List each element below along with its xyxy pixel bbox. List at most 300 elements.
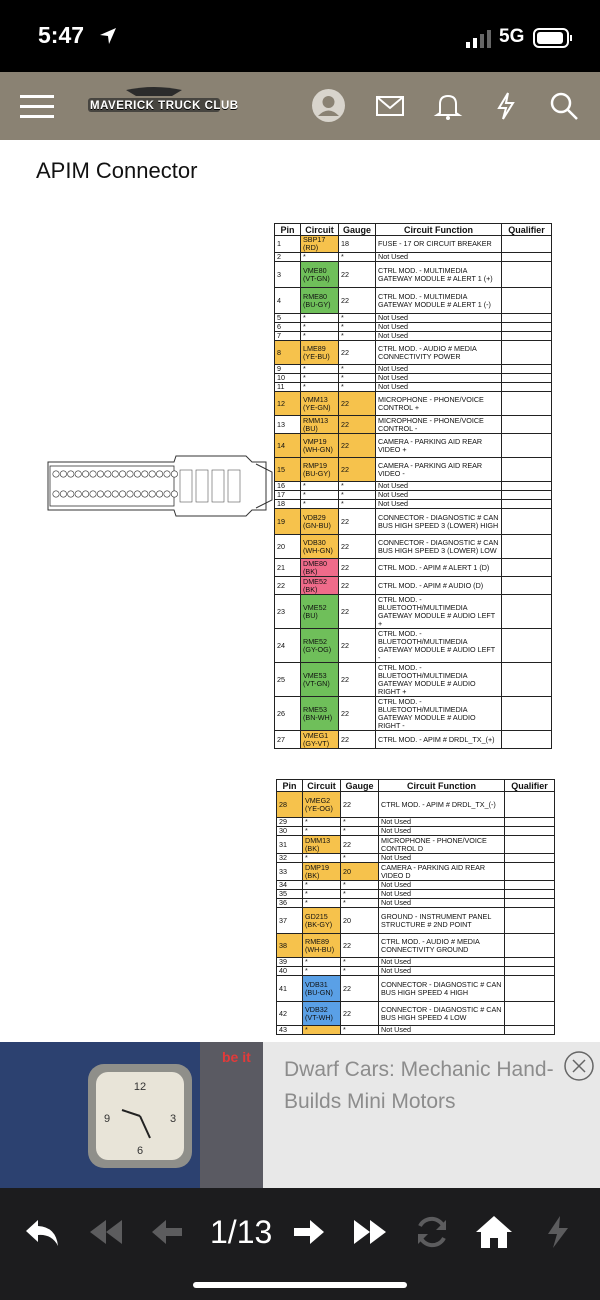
ad-title[interactable]: Dwarf Cars: Mechanic Hand-Builds Mini Motors: [284, 1058, 554, 1113]
qualifier-cell: [502, 374, 552, 383]
function-cell: Not Used: [379, 958, 505, 967]
connector-pin: [60, 491, 66, 497]
table-row: [275, 262, 552, 288]
ad-brand: be it: [222, 1049, 251, 1065]
function-cell: Not Used: [379, 967, 505, 976]
gauge-cell: *: [339, 323, 376, 332]
circuit-cell: *: [303, 899, 341, 908]
qualifier-cell: [502, 491, 552, 500]
connector-pin: [127, 471, 133, 477]
gauge-cell: *: [339, 482, 376, 491]
pin-cell: 30: [277, 827, 303, 836]
pin-cell: 20: [275, 535, 301, 559]
table-row: [275, 731, 552, 749]
qualifier-cell: [502, 595, 552, 629]
gauge-cell: 22: [341, 934, 379, 958]
pin-cell: 7: [275, 332, 301, 341]
table-row: [277, 863, 555, 881]
gauge-cell: *: [339, 253, 376, 262]
circuit-cell: *: [301, 482, 339, 491]
table-row: [275, 314, 552, 323]
gauge-cell: 22: [339, 629, 376, 663]
pin-cell: 29: [277, 818, 303, 827]
gauge-cell: *: [341, 827, 379, 836]
avatar[interactable]: [312, 89, 345, 122]
gauge-cell: *: [341, 1026, 379, 1035]
table-row: [277, 908, 555, 934]
table-row: [275, 509, 552, 535]
location-arrow-icon: [98, 26, 118, 46]
gauge-cell: 22: [339, 535, 376, 559]
function-cell: CTRL MOD. - BLUETOOTH/MULTIMEDIA GATEWAY MODULE # AUDIO RIGHT +: [376, 663, 502, 697]
gauge-cell: *: [339, 500, 376, 509]
connector-diagram: [46, 452, 274, 520]
qualifier-cell: [505, 1026, 555, 1035]
pin-cell: 2: [275, 253, 301, 262]
qualifier-cell: [502, 341, 552, 365]
gauge-cell: *: [339, 365, 376, 374]
function-cell: MICROPHONE - PHONE/VOICE CONTROL D: [379, 836, 505, 854]
gauge-cell: 22: [341, 1002, 379, 1026]
gauge-cell: 22: [339, 731, 376, 749]
header-circuit: Circuit: [301, 224, 339, 236]
qualifier-cell: [502, 663, 552, 697]
circuit-cell: DMP19 (BK): [303, 863, 341, 881]
pin-cell: 28: [277, 792, 303, 818]
pin-cell: 16: [275, 482, 301, 491]
circuit-cell: VMP19 (WH-GN): [301, 434, 339, 458]
qualifier-cell: [502, 697, 552, 731]
search-icon[interactable]: [546, 88, 582, 124]
circuit-cell: *: [303, 827, 341, 836]
table-row: [275, 383, 552, 392]
pin-cell: 9: [275, 365, 301, 374]
circuit-cell: DME80 (BK): [301, 559, 339, 577]
circuit-cell: VDB31 (BU-GN): [303, 976, 341, 1002]
refresh-icon[interactable]: [412, 1212, 452, 1252]
first-page-icon[interactable]: [86, 1212, 126, 1252]
connector-pin: [164, 471, 170, 477]
pin-cell: 15: [275, 458, 301, 482]
gauge-cell: *: [341, 899, 379, 908]
function-cell: MICROPHONE - PHONE/VOICE CONTROL -: [376, 416, 502, 434]
table-row: [275, 416, 552, 434]
connector-pin: [105, 471, 111, 477]
connector-pin: [97, 471, 103, 477]
connector-pin: [119, 491, 125, 497]
header-qualifier: Qualifier: [502, 224, 552, 236]
user-icon: [312, 89, 345, 122]
table-row: [277, 818, 555, 827]
function-cell: CTRL MOD. - BLUETOOTH/MULTIMEDIA GATEWAY MODULE # AUDIO RIGHT -: [376, 697, 502, 731]
qualifier-cell: [502, 323, 552, 332]
table-row: [277, 1002, 555, 1026]
table-row: [277, 854, 555, 863]
menu-icon[interactable]: [20, 88, 56, 124]
signal-icon: [466, 30, 492, 48]
pin-cell: 14: [275, 434, 301, 458]
pin-cell: 12: [275, 392, 301, 416]
function-cell: Not Used: [376, 365, 502, 374]
qualifier-cell: [505, 863, 555, 881]
qualifier-cell: [502, 236, 552, 253]
connector-pin: [82, 491, 88, 497]
circuit-cell: *: [301, 365, 339, 374]
connector-pin: [90, 491, 96, 497]
table-row: [275, 595, 552, 629]
qualifier-cell: [502, 509, 552, 535]
previous-page-icon[interactable]: [148, 1212, 188, 1252]
lightning-icon[interactable]: [488, 88, 524, 124]
connector-pin: [164, 491, 170, 497]
circuit-cell: VDB32 (VT-WH): [303, 1002, 341, 1026]
header-gauge: Gauge: [339, 224, 376, 236]
function-cell: CONNECTOR - DIAGNOSTIC # CAN BUS HIGH SPEED 3 (LOWER) HIGH: [376, 509, 502, 535]
table-row: [277, 881, 555, 890]
qualifier-cell: [505, 792, 555, 818]
circuit-cell: *: [301, 374, 339, 383]
table-row: [275, 288, 552, 314]
gauge-cell: *: [341, 958, 379, 967]
qualifier-cell: [502, 383, 552, 392]
table-row: [277, 899, 555, 908]
table-row: [277, 836, 555, 854]
gauge-cell: 22: [339, 595, 376, 629]
header-circuit-function: Circuit Function: [376, 224, 502, 236]
circuit-cell: SBP17 (RD): [301, 236, 339, 253]
circuit-cell: *: [301, 383, 339, 392]
page-title: APIM Connector: [36, 158, 198, 183]
gauge-cell: *: [339, 383, 376, 392]
gauge-cell: 22: [339, 434, 376, 458]
qualifier-cell: [505, 854, 555, 863]
circuit-cell: *: [301, 323, 339, 332]
gauge-cell: 22: [339, 663, 376, 697]
pin-cell: 8: [275, 341, 301, 365]
connector-pin: [127, 491, 133, 497]
function-cell: CTRL MOD. - APIM # ALERT 1 (D): [376, 559, 502, 577]
pin-cell: 43: [277, 1026, 303, 1035]
table-row: [277, 967, 555, 976]
qualifier-cell: [505, 827, 555, 836]
circuit-cell: *: [301, 314, 339, 323]
table-row: [275, 491, 552, 500]
gauge-cell: 22: [341, 836, 379, 854]
qualifier-cell: [502, 629, 552, 663]
header-circuit-function: Circuit Function: [379, 780, 505, 792]
connector-pin: [105, 491, 111, 497]
connector-pin: [156, 471, 162, 477]
table-row: [277, 1026, 555, 1035]
gauge-cell: 22: [339, 577, 376, 595]
header-gauge: Gauge: [341, 780, 379, 792]
table-row: [275, 535, 552, 559]
function-cell: Not Used: [379, 899, 505, 908]
gauge-cell: 22: [339, 416, 376, 434]
pin-cell: 35: [277, 890, 303, 899]
pin-cell: 23: [275, 595, 301, 629]
close-icon[interactable]: [563, 1050, 595, 1082]
gauge-cell: 22: [339, 697, 376, 731]
pin-cell: 18: [275, 500, 301, 509]
circuit-cell: VME52 (BU): [301, 595, 339, 629]
function-cell: Not Used: [376, 491, 502, 500]
function-cell: Not Used: [376, 314, 502, 323]
connector-pin: [53, 491, 59, 497]
table-row: [277, 976, 555, 1002]
gauge-cell: *: [339, 491, 376, 500]
circuit-cell: *: [301, 500, 339, 509]
function-cell: CONNECTOR - DIAGNOSTIC # CAN BUS HIGH SPEED 4 HIGH: [379, 976, 505, 1002]
table-row: [275, 559, 552, 577]
function-cell: CAMERA - PARKING AID REAR VIDEO -: [376, 458, 502, 482]
gauge-cell: *: [341, 967, 379, 976]
qualifier-cell: [502, 482, 552, 491]
bottom-toolbar: [0, 1188, 600, 1300]
function-cell: CAMERA - PARKING AID REAR VIDEO D: [379, 863, 505, 881]
qualifier-cell: [502, 731, 552, 749]
pin-cell: 32: [277, 854, 303, 863]
table-row: [275, 332, 552, 341]
qualifier-cell: [502, 365, 552, 374]
qualifier-cell: [505, 958, 555, 967]
gauge-cell: *: [341, 890, 379, 899]
function-cell: GROUND - INSTRUMENT PANEL STRUCTURE # 2ND POINT: [379, 908, 505, 934]
status-bar: [0, 0, 600, 72]
function-cell: CONNECTOR - DIAGNOSTIC # CAN BUS HIGH SPEED 3 (LOWER) LOW: [376, 535, 502, 559]
ad-thumbnail[interactable]: [0, 1042, 263, 1188]
mail-icon[interactable]: [372, 88, 408, 124]
header-circuit: Circuit: [303, 780, 341, 792]
circuit-cell: *: [301, 253, 339, 262]
connector-pin: [149, 491, 155, 497]
function-cell: Not Used: [376, 332, 502, 341]
gauge-cell: 22: [339, 262, 376, 288]
home-icon[interactable]: [474, 1212, 514, 1252]
function-cell: Not Used: [376, 482, 502, 491]
function-cell: Not Used: [379, 881, 505, 890]
connector-pin: [119, 471, 125, 477]
qualifier-cell: [505, 976, 555, 1002]
post-content: [0, 140, 600, 1042]
function-cell: Not Used: [376, 253, 502, 262]
table-row: [275, 434, 552, 458]
connector-pin: [134, 471, 140, 477]
circuit-cell: RME89 (WH-BU): [303, 934, 341, 958]
pin-cell: 19: [275, 509, 301, 535]
pin-cell: 42: [277, 1002, 303, 1026]
circuit-cell: *: [303, 881, 341, 890]
function-cell: CAMERA - PARKING AID REAR VIDEO +: [376, 434, 502, 458]
pin-cell: 1: [275, 236, 301, 253]
qualifier-cell: [502, 458, 552, 482]
function-cell: CTRL MOD. - APIM # DRDL_TX_(-): [379, 792, 505, 818]
table-row: [275, 629, 552, 663]
qualifier-cell: [502, 314, 552, 323]
pin-cell: 17: [275, 491, 301, 500]
function-cell: Not Used: [379, 890, 505, 899]
table-row: [277, 934, 555, 958]
pin-cell: 37: [277, 908, 303, 934]
pin-cell: 3: [275, 262, 301, 288]
qualifier-cell: [502, 577, 552, 595]
function-cell: CTRL MOD. - APIM # DRDL_TX_(+): [376, 731, 502, 749]
circuit-cell: VME53 (VT-GN): [301, 663, 339, 697]
qualifier-cell: [505, 1002, 555, 1026]
connector-pin: [142, 471, 148, 477]
table-row: [277, 958, 555, 967]
qualifier-cell: [502, 416, 552, 434]
function-cell: Not Used: [379, 827, 505, 836]
circuit-cell: RME53 (BN-WH): [301, 697, 339, 731]
pinout-table-1: [274, 223, 552, 749]
pin-cell: 21: [275, 559, 301, 577]
pin-cell: 10: [275, 374, 301, 383]
gauge-cell: 22: [339, 458, 376, 482]
page-indicator: 1/13: [210, 1214, 273, 1250]
ad-banner[interactable]: [0, 1042, 600, 1188]
table-row: [275, 392, 552, 416]
last-page-icon[interactable]: [350, 1212, 390, 1252]
circuit-cell: *: [303, 890, 341, 899]
connector-pin: [68, 471, 74, 477]
qualifier-cell: [502, 500, 552, 509]
qualifier-cell: [502, 392, 552, 416]
qualifier-cell: [505, 899, 555, 908]
connector-pin: [90, 471, 96, 477]
qualifier-cell: [502, 559, 552, 577]
header-pin: Pin: [277, 780, 303, 792]
pinout-table-2: [276, 779, 555, 1035]
pin-cell: 34: [277, 881, 303, 890]
qualifier-cell: [505, 818, 555, 827]
table-row: [275, 577, 552, 595]
function-cell: Not Used: [379, 818, 505, 827]
pin-cell: 27: [275, 731, 301, 749]
table-row: [275, 482, 552, 491]
function-cell: CTRL MOD. - BLUETOOTH/MULTIMEDIA GATEWAY MODULE # AUDIO LEFT +: [376, 595, 502, 629]
svg-text:6: 6: [136, 1145, 144, 1157]
gauge-cell: 22: [339, 341, 376, 365]
gauge-cell: 22: [339, 559, 376, 577]
connector-pin: [112, 491, 118, 497]
pin-cell: 40: [277, 967, 303, 976]
header-qualifier: Qualifier: [505, 780, 555, 792]
circuit-cell: VMEG2 (YE-OG): [303, 792, 341, 818]
table-row: [277, 792, 555, 818]
pin-cell: 38: [277, 934, 303, 958]
qualifier-cell: [505, 881, 555, 890]
pin-cell: 26: [275, 697, 301, 731]
table-row: [277, 890, 555, 899]
connector-pin: [53, 471, 59, 477]
next-page-icon[interactable]: [288, 1212, 328, 1252]
connector-pin: [149, 471, 155, 477]
function-cell: MICROPHONE - PHONE/VOICE CONTROL +: [376, 392, 502, 416]
battery-icon: [533, 28, 573, 48]
function-cell: CTRL MOD. - BLUETOOTH/MULTIMEDIA GATEWAY MODULE # AUDIO LEFT -: [376, 629, 502, 663]
status-time: 5:47: [38, 22, 85, 48]
gauge-cell: 20: [341, 863, 379, 881]
gauge-cell: *: [341, 854, 379, 863]
qualifier-cell: [502, 434, 552, 458]
qualifier-cell: [505, 836, 555, 854]
function-cell: CTRL MOD. - APIM # AUDIO (D): [376, 577, 502, 595]
bell-icon[interactable]: [430, 88, 466, 124]
circuit-cell: VDB29 (GN-BU): [301, 509, 339, 535]
connector-pin: [60, 471, 66, 477]
circuit-cell: LME89 (YE-BU): [301, 341, 339, 365]
function-cell: Not Used: [376, 323, 502, 332]
connector-pin: [75, 491, 81, 497]
function-cell: Not Used: [379, 854, 505, 863]
gauge-cell: *: [341, 818, 379, 827]
home-indicator[interactable]: [193, 1282, 407, 1288]
svg-text:9: 9: [104, 1113, 111, 1125]
circuit-cell: *: [303, 967, 341, 976]
qualifier-cell: [502, 262, 552, 288]
pin-cell: 4: [275, 288, 301, 314]
function-cell: CTRL MOD. - MULTIMEDIA GATEWAY MODULE # ALERT 1 (+): [376, 262, 502, 288]
lightning-icon[interactable]: [538, 1212, 578, 1252]
pin-cell: 39: [277, 958, 303, 967]
connector-pin: [97, 491, 103, 497]
qualifier-cell: [505, 934, 555, 958]
pin-cell: 31: [277, 836, 303, 854]
pin-cell: 24: [275, 629, 301, 663]
pin-cell: 41: [277, 976, 303, 1002]
gauge-cell: *: [341, 881, 379, 890]
gauge-cell: 18: [339, 236, 376, 253]
circuit-cell: RMP19 (BU-GY): [301, 458, 339, 482]
pin-cell: 11: [275, 383, 301, 392]
connector-pin: [82, 471, 88, 477]
table-row: [275, 458, 552, 482]
pin-cell: 22: [275, 577, 301, 595]
qualifier-cell: [505, 908, 555, 934]
pin-cell: 33: [277, 863, 303, 881]
circuit-cell: VDB30 (WH-GN): [301, 535, 339, 559]
qualifier-cell: [502, 332, 552, 341]
svg-text:3: 3: [170, 1113, 177, 1125]
gauge-cell: *: [339, 314, 376, 323]
pin-cell: 6: [275, 323, 301, 332]
table-row: [275, 341, 552, 365]
table-row: [275, 697, 552, 731]
circuit-cell: VME80 (VT-GN): [301, 262, 339, 288]
pin-cell: 25: [275, 663, 301, 697]
connector-pin: [171, 471, 177, 477]
table-row: [275, 500, 552, 509]
connector-pin: [112, 471, 118, 477]
qualifier-cell: [505, 967, 555, 976]
circuit-cell: GD215 (BK-GY): [303, 908, 341, 934]
circuit-cell: *: [303, 958, 341, 967]
connector-pin: [134, 491, 140, 497]
qualifier-cell: [502, 253, 552, 262]
table-row: [275, 323, 552, 332]
function-cell: CTRL MOD. - AUDIO # MEDIA CONNECTIVITY GROUND: [379, 934, 505, 958]
circuit-cell: DME52 (BK): [301, 577, 339, 595]
function-cell: CTRL MOD. - MULTIMEDIA GATEWAY MODULE # ALERT 1 (-): [376, 288, 502, 314]
table-row: [275, 253, 552, 262]
circuit-cell: *: [303, 818, 341, 827]
function-cell: CTRL MOD. - AUDIO # MEDIA CONNECTIVITY POWER: [376, 341, 502, 365]
reply-icon[interactable]: [22, 1212, 62, 1252]
gauge-cell: 22: [339, 288, 376, 314]
connector-pin: [171, 491, 177, 497]
gauge-cell: 22: [341, 792, 379, 818]
